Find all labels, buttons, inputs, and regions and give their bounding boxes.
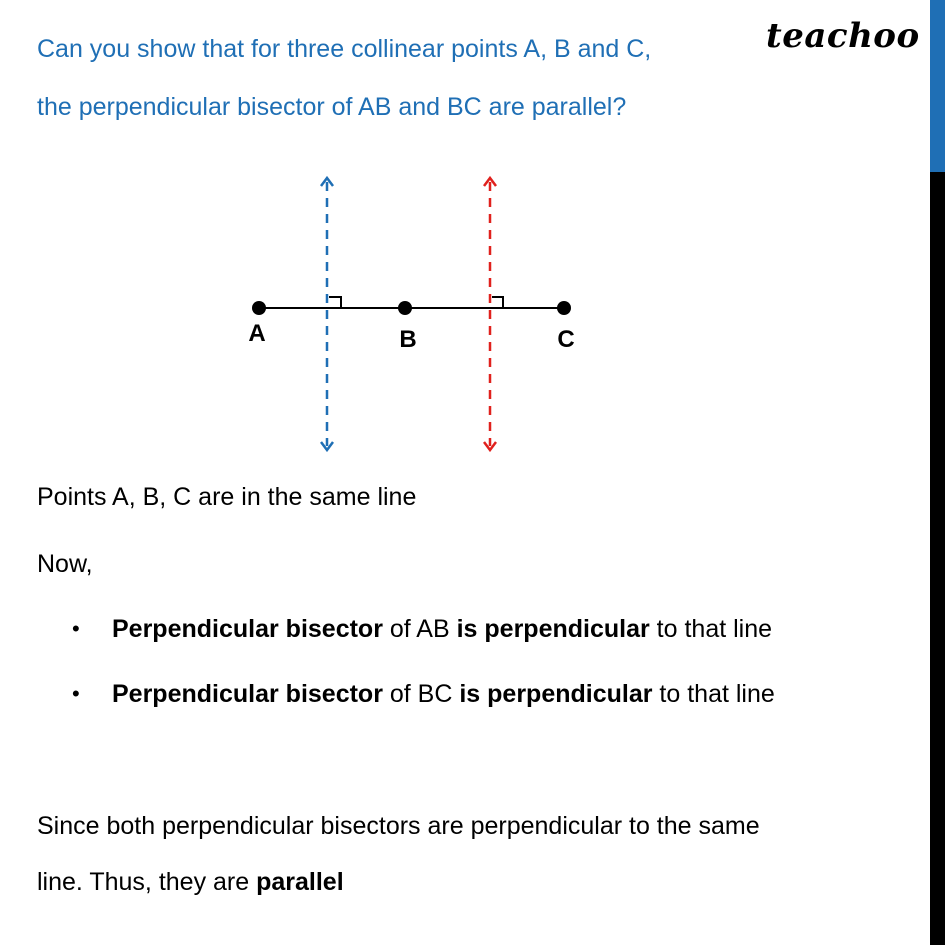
- point-a: [252, 301, 266, 315]
- conclusion-line-2: [37, 867, 344, 897]
- bullet-dot-icon: •: [72, 616, 80, 641]
- bullet-dot-icon: •: [72, 681, 80, 706]
- text-segment: to that line: [652, 680, 775, 708]
- question-line-1: Can you show that for three collinear points A, B and C,: [37, 35, 652, 63]
- text-segment: of AB: [382, 615, 457, 643]
- bold-term: is perpendicular: [459, 680, 653, 708]
- right-angle-mark-ab: [329, 297, 341, 308]
- statement-collinear: Points A, B, C are in the same line: [37, 483, 417, 511]
- text-segment: to that line: [649, 615, 773, 643]
- label-b: B: [399, 326, 417, 353]
- bullet-text: [112, 614, 772, 644]
- text-segment: line. Thus, they are: [37, 868, 257, 896]
- conclusion-line-1: Since both perpendicular bisectors are perpendicular to the same: [37, 812, 760, 840]
- label-a: A: [248, 320, 266, 347]
- text-segment: of BC: [382, 680, 460, 708]
- question-line-2: the perpendicular bisector of AB and BC are parallel?: [37, 93, 627, 121]
- point-c: [557, 301, 571, 315]
- bold-term: Perpendicular bisector: [112, 680, 383, 708]
- right-edge-accent: [930, 0, 945, 172]
- collinear-points-diagram: [230, 160, 610, 465]
- bold-term: is perpendicular: [456, 615, 650, 643]
- right-angle-mark-bc: [492, 297, 503, 308]
- teachoo-logo: teachoo: [766, 16, 920, 56]
- label-c: C: [557, 326, 575, 353]
- bold-term: Perpendicular bisector: [112, 615, 383, 643]
- bold-term: parallel: [256, 868, 344, 896]
- bullet-text: [112, 679, 775, 709]
- statement-now: Now,: [37, 550, 93, 578]
- point-b: [398, 301, 412, 315]
